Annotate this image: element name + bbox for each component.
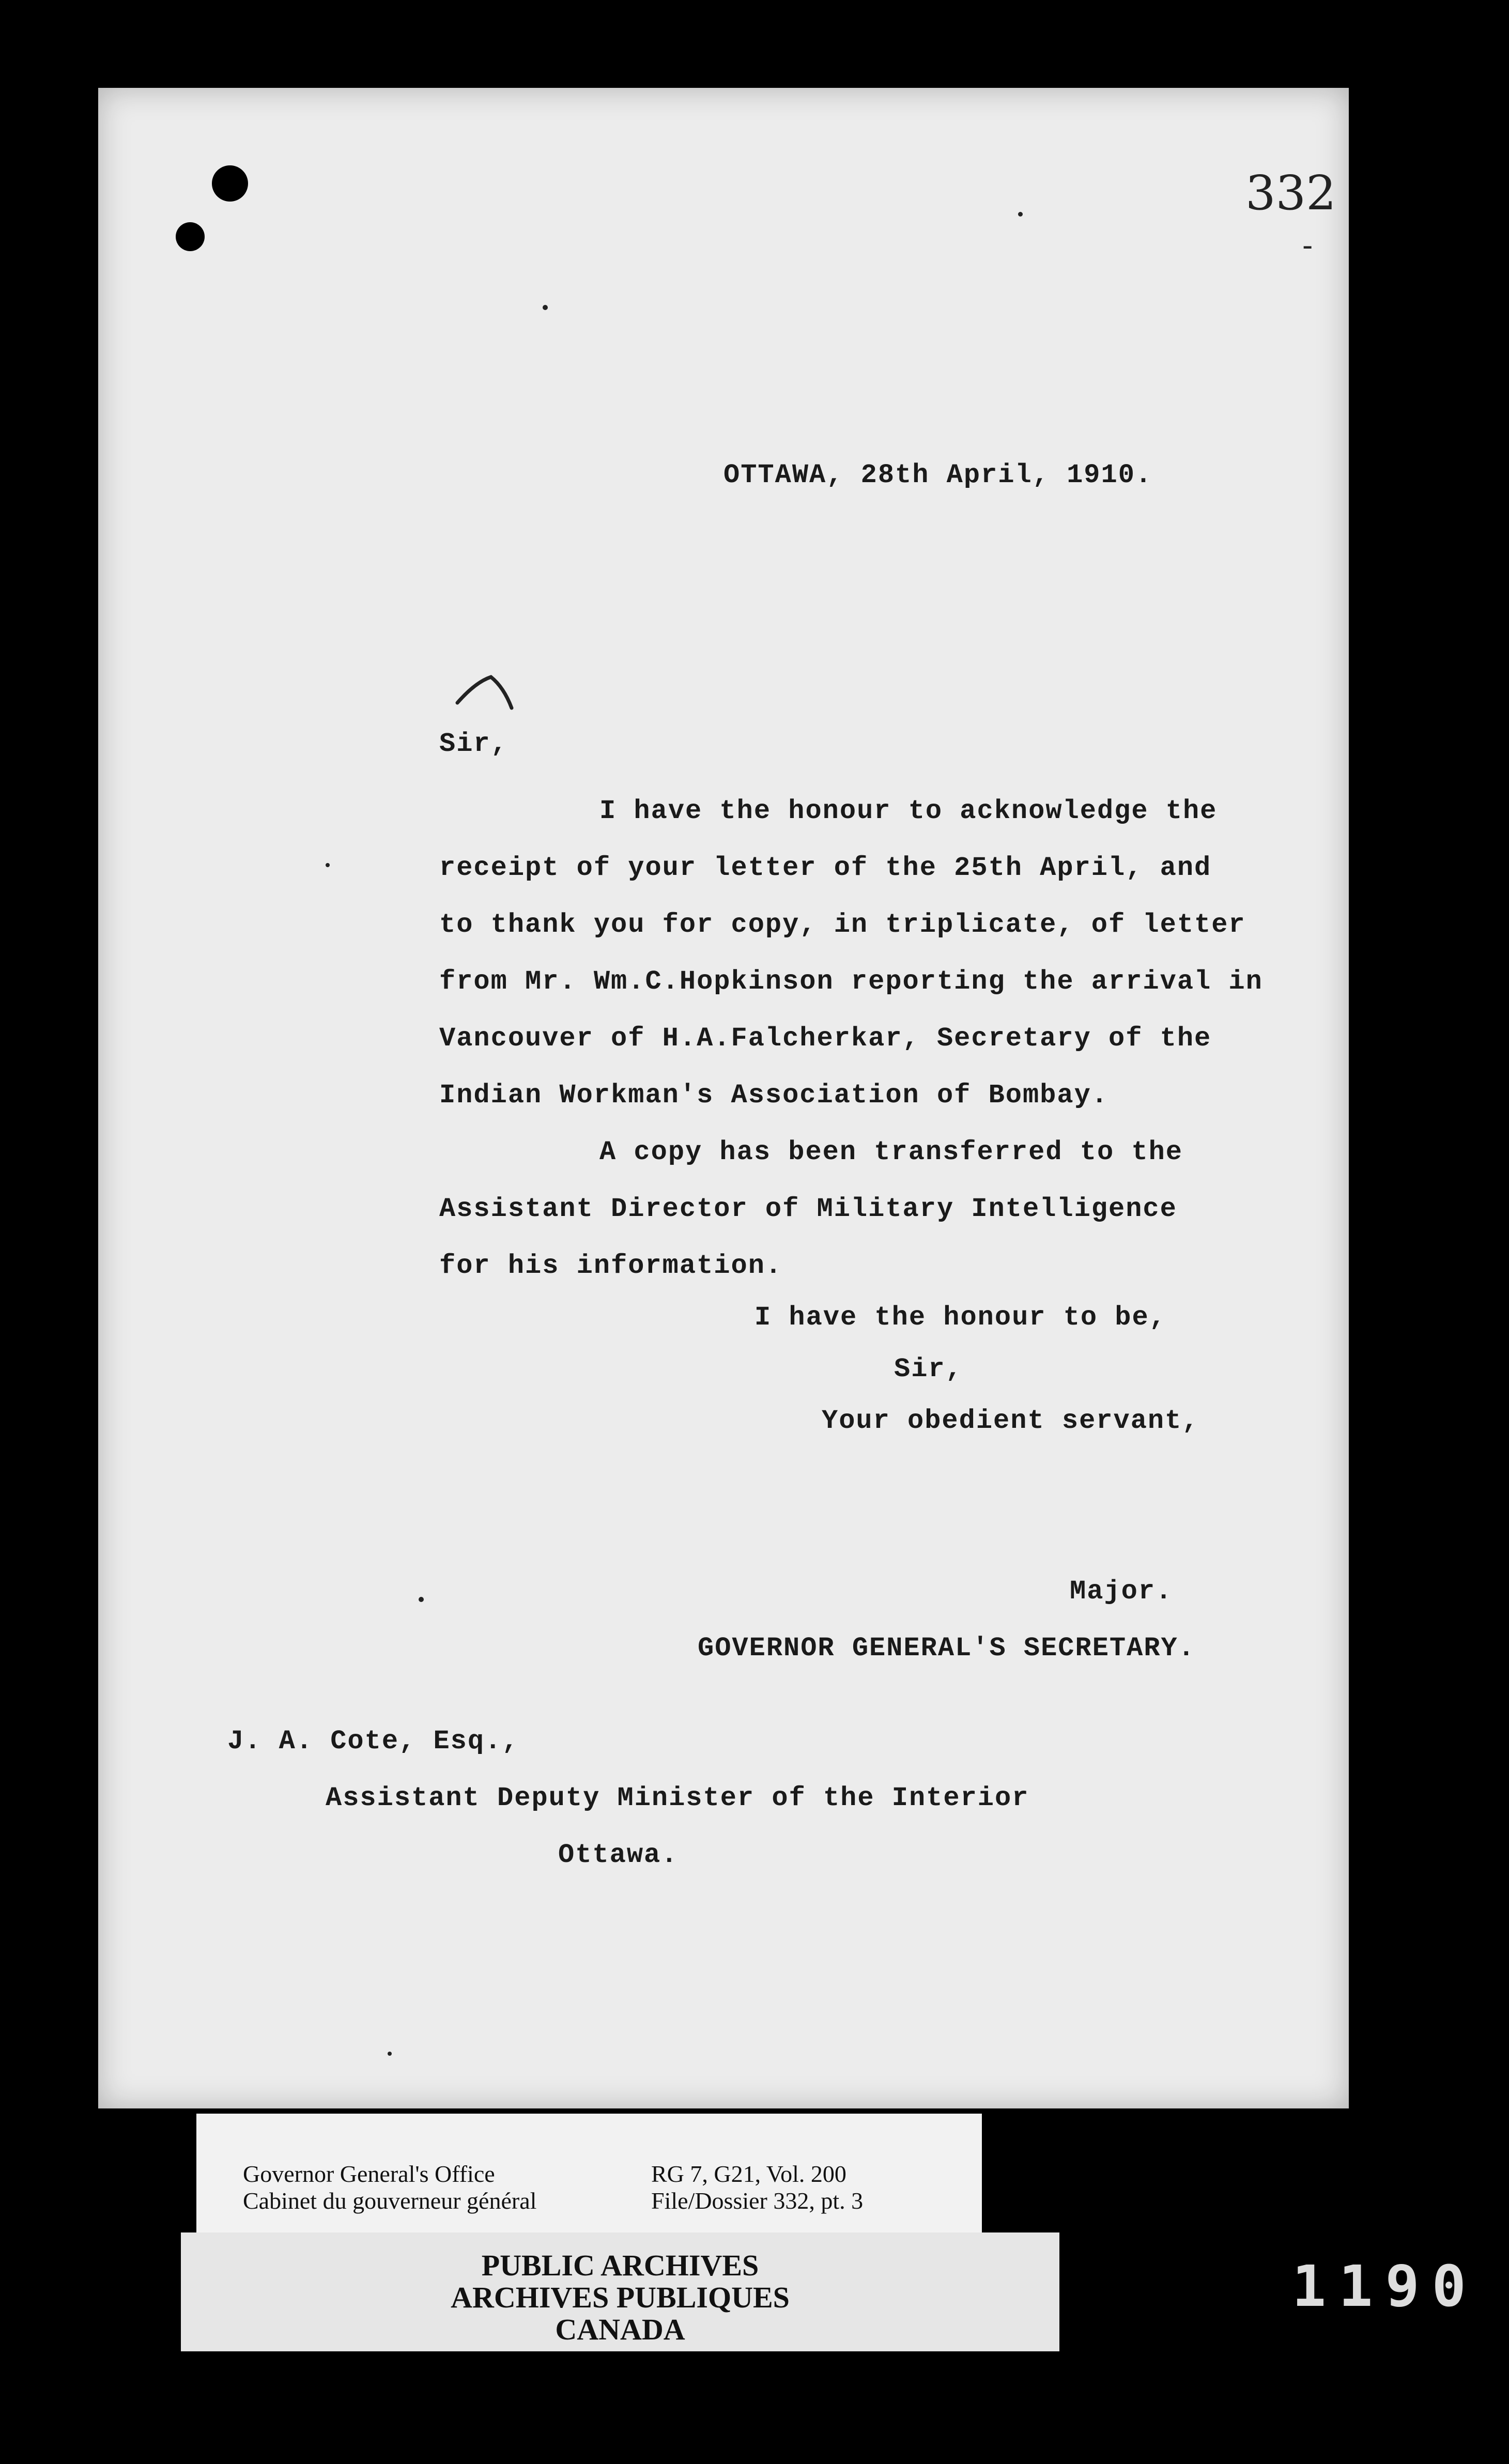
punch-hole-bottom (176, 222, 205, 251)
body-line: A copy has been transferred to the (599, 1137, 1183, 1167)
signature-rank: Major. (1070, 1576, 1173, 1607)
closing-line: Sir, (894, 1354, 963, 1384)
punch-hole-top (212, 165, 248, 202)
office-fr: Cabinet du gouverneur général (243, 2188, 537, 2214)
speck (388, 2052, 392, 2056)
frame-number: 1190 (1292, 2253, 1479, 2319)
stamp-line-2: ARCHIVES PUBLIQUES (451, 2281, 790, 2314)
speck (419, 1597, 424, 1602)
reference: RG 7, G21, Vol. 200 (651, 2161, 846, 2187)
archive-reference-label (196, 2114, 982, 2232)
body-line: Assistant Director of Military Intelligence (439, 1194, 1177, 1224)
file-reference: File/Dossier 332, pt. 3 (651, 2188, 864, 2214)
page-number: 332 (1245, 165, 1336, 221)
stamp-line-3: CANADA (555, 2313, 685, 2346)
addressee-title: Assistant Deputy Minister of the Interior (326, 1783, 1029, 1813)
office-en: Governor General's Office (243, 2161, 495, 2187)
closing-line: I have the honour to be, (754, 1302, 1166, 1333)
speck (1018, 212, 1023, 217)
addressee-name: J. A. Cote, Esq., (227, 1726, 519, 1757)
body-line: from Mr. Wm.C.Hopkinson reporting the arrival in (439, 966, 1263, 997)
speck (326, 863, 330, 867)
body-line: for his information. (439, 1251, 783, 1281)
salutation: Sir, (439, 729, 508, 759)
archives-stamp (181, 2232, 1059, 2351)
stamp-line-1: PUBLIC ARCHIVES (481, 2249, 759, 2282)
ink-mark (455, 672, 522, 713)
document-page (98, 88, 1349, 2108)
body-line: Indian Workman's Association of Bombay. (439, 1080, 1108, 1111)
body-line: to thank you for copy, in triplicate, of letter (439, 910, 1246, 940)
closing-line: Your obedient servant, (822, 1406, 1199, 1436)
page-number-tick: - (1302, 227, 1313, 264)
body-line: receipt of your letter of the 25th April, and (439, 853, 1212, 883)
signature-title: GOVERNOR GENERAL'S SECRETARY. (698, 1633, 1195, 1664)
body-line: Vancouver of H.A.Falcherkar, Secretary of the (439, 1023, 1212, 1054)
date-line: OTTAWA, 28th April, 1910. (723, 460, 1153, 490)
body-line: I have the honour to acknowledge the (599, 796, 1218, 826)
addressee-city: Ottawa. (558, 1840, 679, 1870)
speck (543, 305, 548, 310)
